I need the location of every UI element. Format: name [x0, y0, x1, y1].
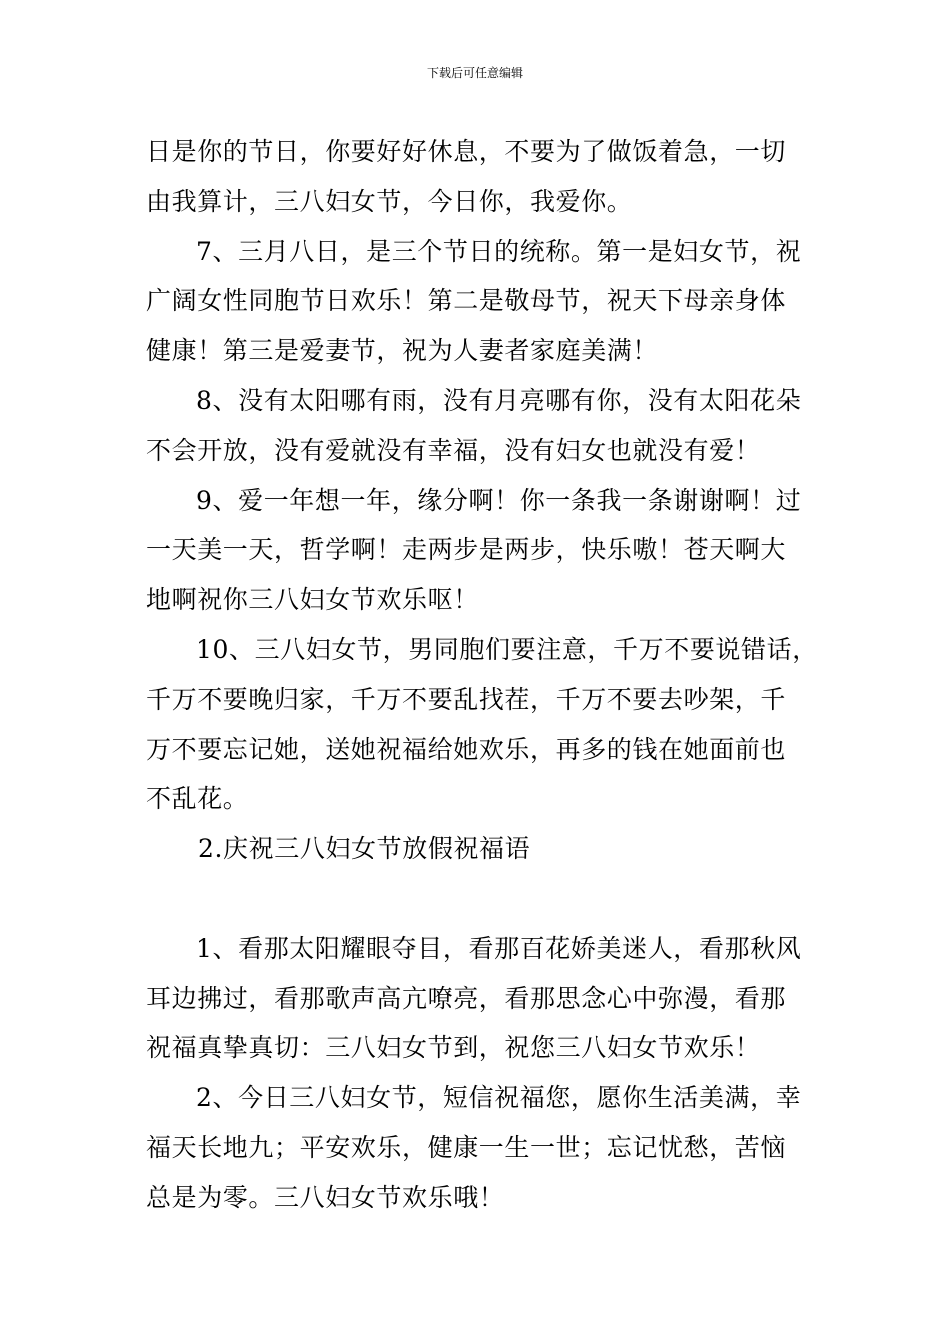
- text-line: 7、三月八日，是三个节日的统称。第一是妇女节，祝: [196, 236, 802, 266]
- paragraph-item-10: [146, 625, 818, 824]
- text-line: 总是为零。三八妇女节欢乐哦！: [146, 1182, 505, 1212]
- paragraph-item-7: [146, 227, 810, 376]
- paragraph-item-8: [146, 376, 810, 476]
- text-line: 日是你的节日，你要好好休息，不要为了做饭着急，一切: [146, 137, 787, 166]
- text-line: 耳边拂过，看那歌声高亢嘹亮，看那思念心中弥漫，看那: [146, 983, 787, 1013]
- blank-line: [146, 874, 810, 924]
- text-line: 一天美一天，哲学啊！走两步是两步，快乐嗷！苍天啊大: [146, 535, 787, 565]
- text-line: 10、三八妇女节，男同胞们要注意，千万不要说错话，: [196, 634, 818, 664]
- page-header: 下载后可任意编辑: [426, 66, 523, 80]
- text-line: 1、看那太阳耀眼夺目，看那百花娇美迷人，看那秋风: [196, 933, 802, 963]
- text-line: 千万不要晚归家，千万不要乱找茬，千万不要去吵架，千: [146, 684, 787, 714]
- section-paragraph-1: [146, 924, 810, 1073]
- section-heading: 2.庆祝三八妇女节放假祝福语: [198, 834, 531, 864]
- text-line: 万不要忘记她，送她祝福给她欢乐，再多的钱在她面前也: [146, 734, 787, 764]
- text-line: 不会开放，没有爱就没有幸福，没有妇女也就没有爱！: [146, 435, 761, 465]
- text-line: 地啊祝你三八妇女节欢乐呕！: [146, 585, 479, 615]
- text-line: 9、爱一年想一年，缘分啊！你一条我一条谢谢啊！过: [196, 485, 802, 515]
- text-line: 广阔女性同胞节日欢乐！第二是敬母节，祝天下母亲身体: [146, 286, 787, 316]
- section-paragraph-2: [146, 1073, 810, 1222]
- text-line: 不乱花。: [146, 784, 249, 814]
- text-line: 祝福真挚真切：三八妇女节到，祝您三八妇女节欢乐！: [146, 1033, 761, 1063]
- paragraph-continued: [146, 127, 810, 227]
- text-line: 福天长地九；平安欢乐，健康一生一世；忘记忧愁，苦恼: [146, 1132, 787, 1162]
- text-line: 健康！第三是爱妻节，祝为人妻者家庭美满！: [146, 336, 659, 366]
- text-line: 8、没有太阳哪有雨，没有月亮哪有你，没有太阳花朵: [196, 385, 802, 415]
- text-line: 2、今日三八妇女节，短信祝福您，愿你生活美满，幸: [196, 1083, 802, 1113]
- text-line: 由我算计，三八妇女节，今日你，我爱你。: [146, 186, 633, 216]
- paragraph-item-9: [146, 476, 810, 625]
- document-body: [146, 127, 818, 1223]
